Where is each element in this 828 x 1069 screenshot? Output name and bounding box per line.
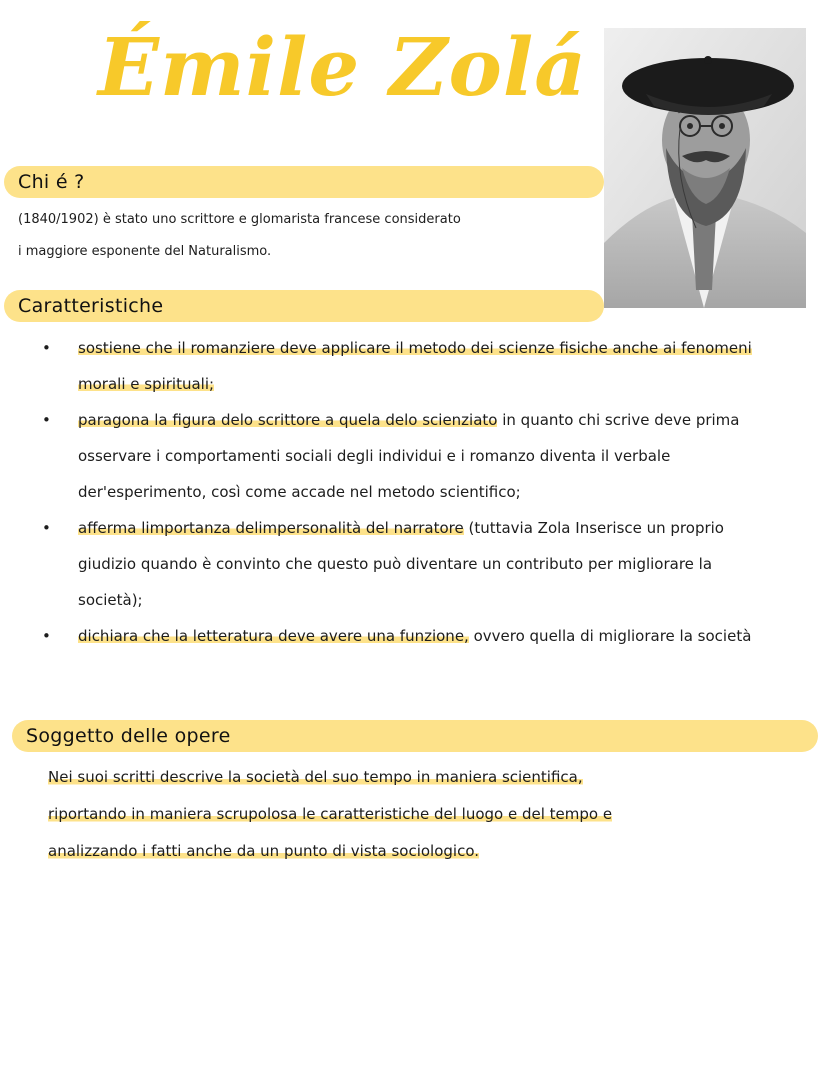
bullet-icon: •	[42, 519, 51, 537]
section-caratteristiche	[4, 290, 604, 322]
soggetto-line: Nei suoi scritti descrive la società del suo tempo in maniera scientifica,	[48, 768, 583, 786]
caratteristiche-list	[38, 330, 758, 654]
bullet-icon: •	[42, 339, 51, 357]
list-item	[38, 510, 758, 618]
soggetto-text	[48, 759, 748, 870]
page-title: Émile Zolá	[98, 20, 588, 114]
section-soggetto	[12, 720, 818, 752]
soggetto-line: analizzando i fatti anche da un punto di vista sociologico.	[48, 842, 480, 860]
list-item	[38, 330, 758, 402]
highlighted-text: afferma limportanza delimpersonalità del narratore	[78, 519, 464, 537]
highlighted-text: dichiara che la letteratura deve avere una funzione,	[78, 627, 469, 645]
soggetto-line: riportando in maniera scrupolosa le caratteristiche del luogo e del tempo e	[48, 805, 613, 823]
item-text: (tuttavia Zola Inserisce un proprio giudizio quando è convinto che questo può diventare un contributo per migliorare la società);	[78, 519, 724, 609]
highlighted-text: sostiene che il romanziere deve applicare il metodo dei scienze fisiche anche ai fenomeni morali e spirituali;	[78, 339, 752, 393]
section-chi	[4, 166, 604, 198]
highlighted-text: paragona la figura delo scrittore a quela delo scienziato	[78, 411, 498, 429]
section-soggetto-heading: Soggetto delle opere	[26, 725, 231, 747]
section-chi-heading: Chi é ?	[18, 171, 85, 193]
section-caratteristiche-heading: Caratteristiche	[18, 295, 164, 317]
portrait-illustration	[604, 28, 806, 308]
portrait-photo	[604, 28, 806, 308]
bullet-icon: •	[42, 627, 51, 645]
list-item	[38, 618, 758, 654]
intro-text	[18, 204, 598, 268]
list-item	[38, 402, 758, 510]
intro-line: (1840/1902) è stato uno scrittore e glomarista francese considerato	[18, 212, 461, 227]
item-text: ovvero quella di migliorare la società	[468, 627, 752, 645]
intro-line: i maggiore esponente del Naturalismo.	[18, 244, 272, 259]
item-text: in quanto chi scrive deve prima osservare i comportamenti sociali degli individui e i romanzo diventa il verbale der'esperimento, così come accade nel metodo scientifico;	[78, 411, 740, 501]
bullet-icon: •	[42, 411, 51, 429]
